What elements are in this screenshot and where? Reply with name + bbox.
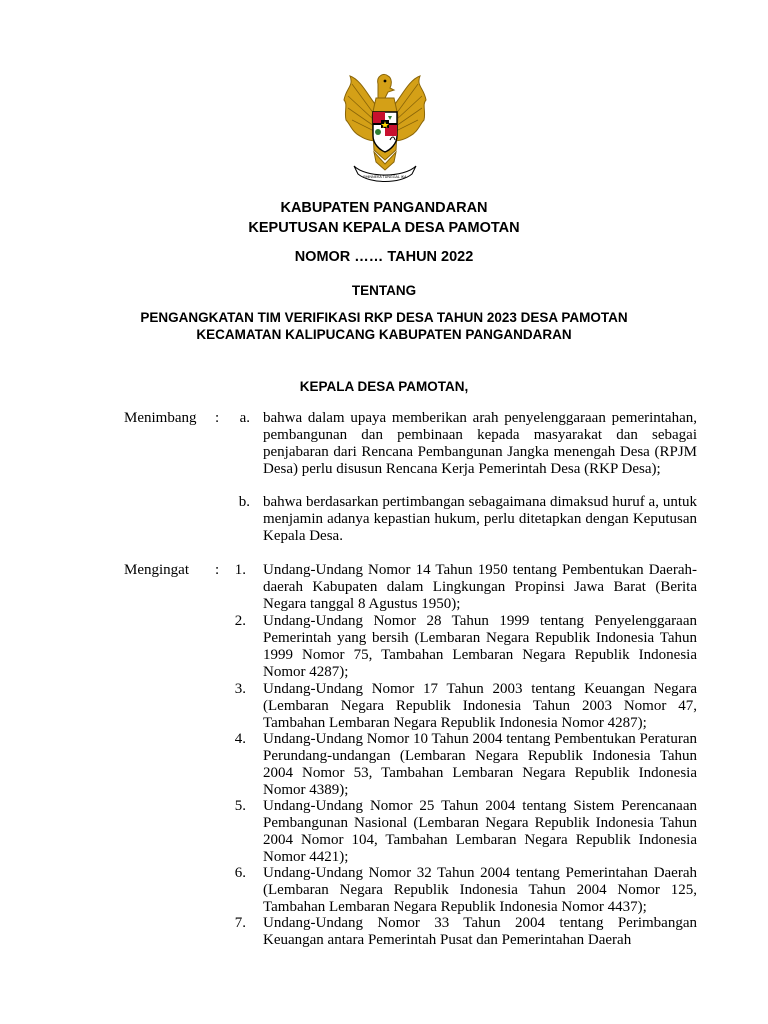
list-item-text: Undang-Undang Nomor 32 Tahun 2004 tentang Pemerintahan Daerah (Lembaran Negara Republik Indonesia Tahun 2004 Nomor 125, Tambahan Lembaran Negara Republik Indonesia Nomor 4437); (263, 865, 697, 915)
list-marker: b. (238, 494, 250, 510)
list-item-text: bahwa dalam upaya memberikan arah penyelenggaraan pemerintahan, pembangunan dan pembinaan kepada masyarakat dan sebagai penjabaran dari Rencana Pembangunan Jangka menengah Desa (RPJM Desa) perlu disusun Rencana Kerja Pemerintah Desa (RKP Desa); (263, 410, 697, 477)
mengingat-colon: : (215, 562, 220, 578)
list-marker: 7. (234, 915, 246, 931)
list-item-text: bahwa berdasarkan pertimbangan sebagaimana dimaksud huruf a, untuk menjamin adanya kepastian hukum, perlu ditetapkan dengan Keputusan Kepala Desa. (263, 494, 697, 544)
subject-line-2: KECAMATAN KALIPUCANG KABUPATEN PANGANDARAN (196, 327, 572, 342)
decree-number: NOMOR …… TAHUN 2022 (294, 249, 474, 265)
list-marker: 4. (234, 731, 246, 747)
regency-title: KABUPATEN PANGANDARAN (280, 200, 488, 216)
list-item-text: Undang-Undang Nomor 17 Tahun 2003 tentang Keuangan Negara (Lembaran Negara Republik Indonesia Tahun 2003 Nomor 47, Tambahan Lembaran Negara Republik Indonesia Nomor 4287); (263, 681, 697, 731)
subject-line-1: PENGANGKATAN TIM VERIFIKASI RKP DESA TAHUN 2023 DESA PAMOTAN (140, 310, 628, 325)
list-item-text: Undang-Undang Nomor 10 Tahun 2004 tentang Pembentukan Peraturan Perundang-undangan (Lembaran Negara Republik Indonesia Tahun 2004 Nomor 53, Tambahan Lembaran Negara Republik Indonesia Nomor 4389); (263, 731, 697, 798)
list-item-text: Undang-Undang Nomor 33 Tahun 2004 tentang Perimbangan Keuangan antara Pemerintah Pusat dan Pemerintahan Daerah (263, 915, 697, 948)
list-marker: 6. (234, 865, 246, 881)
list-item-text: Undang-Undang Nomor 14 Tahun 1950 tentang Pembentukan Daerah-daerah Kabupaten dalam Lingkungan Propinsi Jawa Barat (Berita Negara tanggal 8 Agustus 1950); (263, 562, 697, 612)
list-marker: 5. (234, 798, 246, 814)
mengingat-label: Mengingat (124, 562, 189, 578)
emblem-motto: BHINNEKA TUNGGAL IKA (363, 175, 407, 179)
list-marker: 3. (234, 681, 246, 697)
list-marker: 2. (234, 613, 246, 629)
garuda-pancasila-emblem (340, 70, 430, 188)
menimbang-colon: : (215, 410, 220, 426)
menimbang-label: Menimbang (124, 410, 197, 426)
decree-title: KEPUTUSAN KEPALA DESA PAMOTAN (248, 220, 520, 236)
tentang-heading: TENTANG (351, 283, 417, 298)
list-item-text: Undang-Undang Nomor 28 Tahun 1999 tentang Penyelenggaraan Pemerintah yang bersih (Lembaran Negara Republik Indonesia Tahun 1999 Nomor 75, Tambahan Lembaran Negara Republik Indonesia Nomor 4287); (263, 613, 697, 680)
list-marker: a. (239, 410, 250, 426)
list-marker: 1. (234, 562, 246, 578)
list-item-text: Undang-Undang Nomor 25 Tahun 2004 tentang Sistem Perencanaan Pembangunan Nasional (Lembaran Negara Republik Indonesia Tahun 2004 Nomor 104, Tambahan Lembaran Negara Republik Indonesia Nomor 4421); (263, 798, 697, 865)
authority-heading: KEPALA DESA PAMOTAN, (299, 379, 469, 394)
